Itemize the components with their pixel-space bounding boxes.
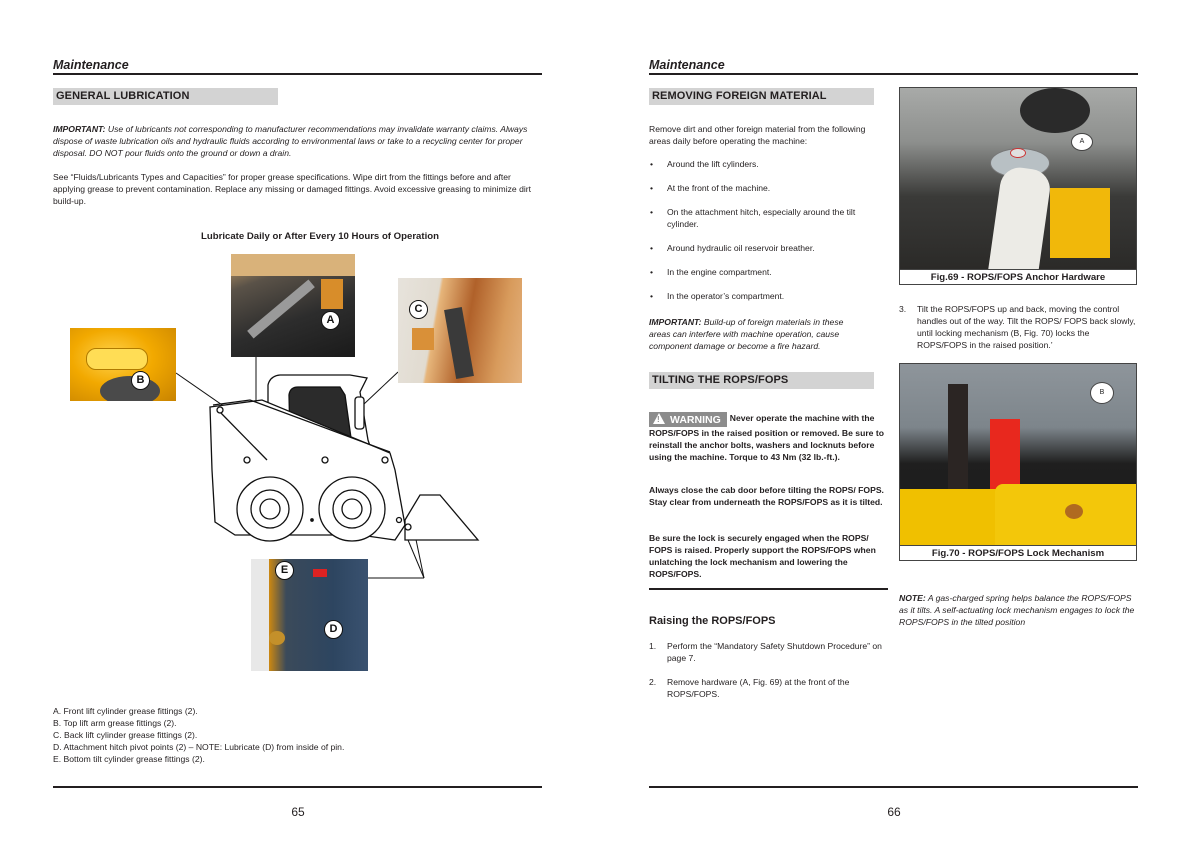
list-item bbox=[649, 266, 889, 278]
list-item-text: On the attachment hitch, especially around the tilt cylinder. bbox=[667, 207, 856, 229]
photo-rops-anchor-hardware bbox=[900, 88, 1136, 269]
callout-b: B bbox=[131, 371, 150, 390]
note-text: A gas-charged spring helps balance the ROPS/FOPS as it tilts. A self-actuating lock mechanism engages to lock the ROPS/FOPS in the tilted position bbox=[899, 593, 1135, 627]
list-item bbox=[649, 242, 889, 254]
important-text: Use of lubricants not corresponding to manufacturer recommendations may invalidate warranty claims. Always dispose of waste lubrication oils and hydraulic fluids according to environmental laws or take to a recycling center for proper disposal. DO NOT pour fluids onto the ground or down a drain. bbox=[53, 124, 528, 158]
bullet-icon: • bbox=[650, 267, 654, 277]
warning-text: Never operate the machine with the ROPS/FOPS in the raised position or removed. Be sure to reinstall the anchor bolts, washers and locknuts before using the machine. Torque to 43 Nm (32 lb.-ft.). bbox=[649, 413, 884, 462]
callout-c: C bbox=[409, 300, 428, 319]
bullet-icon: • bbox=[650, 159, 654, 169]
legend-item-a: A. Front lift cylinder grease fittings (2). bbox=[53, 706, 198, 716]
callout-b: B bbox=[1090, 382, 1114, 404]
figure-69 bbox=[899, 87, 1137, 285]
photo-de-attachment-hitch bbox=[251, 559, 368, 671]
step-number: 1. bbox=[649, 641, 657, 651]
list-item bbox=[649, 290, 889, 302]
important-label: IMPORTANT: bbox=[53, 124, 106, 134]
legend-item-d: D. Attachment hitch pivot points (2) – NOTE: Lubricate (D) from inside of pin. bbox=[53, 742, 345, 752]
important-foreign-material bbox=[649, 316, 864, 352]
raising-steps-1-2 bbox=[649, 640, 894, 700]
leader-line-e bbox=[408, 540, 424, 578]
skid-steer-loader-drawing bbox=[210, 375, 478, 541]
figure-number: Fig.70 bbox=[931, 548, 960, 559]
warning-label: WARNING bbox=[670, 414, 721, 426]
list-item-text: In the operator’s compartment. bbox=[667, 291, 785, 301]
photo-b-top-lift-arm bbox=[70, 328, 176, 401]
grease-paragraph: See “Fluids/Lubricants Types and Capacities” for proper grease specifications. Wipe dirt from the fittings before and after applying grease to prevent contamination. Replace any missing or damaged fittings. Avoid excessive greasing to minimize dirt build-up. bbox=[53, 172, 532, 206]
list-item-text: At the front of the machine. bbox=[667, 183, 771, 193]
photo-c-back-lift-cylinder bbox=[398, 278, 522, 383]
legend-item-b: B. Top lift arm grease fittings (2). bbox=[53, 718, 177, 728]
photo-rops-lock-mechanism bbox=[900, 364, 1136, 545]
important-label: IMPORTANT: bbox=[649, 317, 702, 327]
step-number: 3. bbox=[899, 304, 907, 314]
list-item-text: Around the lift cylinders. bbox=[667, 159, 759, 169]
running-head-right: Maintenance bbox=[649, 58, 725, 72]
warning-triangle-icon: ! bbox=[653, 413, 665, 424]
page-number-right: 66 bbox=[887, 805, 901, 819]
bullet-icon: • bbox=[650, 183, 654, 193]
callout-e: E bbox=[275, 561, 294, 580]
legend-item-e: E. Bottom tilt cylinder grease fittings (2). bbox=[53, 754, 205, 764]
list-item-text: In the engine compartment. bbox=[667, 267, 772, 277]
step-number: 2. bbox=[649, 677, 657, 687]
list-item bbox=[649, 158, 889, 170]
footer-rule-right bbox=[649, 786, 1138, 788]
note-label: NOTE: bbox=[899, 593, 926, 603]
section-divider bbox=[649, 588, 888, 590]
bullet-icon: • bbox=[650, 207, 654, 217]
figure-70 bbox=[899, 363, 1137, 561]
header-rule-right bbox=[649, 73, 1138, 75]
callout-a: A bbox=[1071, 133, 1093, 151]
tilting-paragraph-1: Always close the cab door before tilting the ROPS/ FOPS. Stay clear from underneath the ROPS/FOPS as it is tilted. bbox=[649, 485, 884, 507]
lubrication-legend bbox=[53, 705, 344, 765]
figure-title: - ROPS/FOPS Lock Mechanism bbox=[959, 548, 1105, 559]
photo-a-front-lift-cylinder bbox=[231, 254, 355, 357]
page-number: 65 bbox=[291, 805, 305, 819]
figure-70-caption bbox=[900, 545, 1136, 560]
warning-block bbox=[649, 412, 889, 463]
step-2 bbox=[649, 676, 894, 700]
footer-rule bbox=[53, 786, 542, 788]
callout-a: A bbox=[321, 311, 340, 330]
diagram-title: Lubricate Daily or After Every 10 Hours of Operation bbox=[201, 231, 439, 242]
step-text: Perform the “Mandatory Safety Shutdown Procedure” on page 7. bbox=[667, 641, 882, 663]
removing-intro: Remove dirt and other foreign material from the following areas daily before operating the machine: bbox=[649, 124, 866, 146]
step-3 bbox=[899, 303, 1139, 351]
raising-title: Raising the ROPS/FOPS bbox=[649, 615, 776, 627]
legend-item-c: C. Back lift cylinder grease fittings (2). bbox=[53, 730, 198, 740]
tilting-paragraph-2: Be sure the lock is securely engaged when the ROPS/ FOPS is raised. Properly support the ROPS/FOPS when unlatching the lock mechanism and lowering the ROPS/FOPS. bbox=[649, 533, 876, 579]
figure-number: Fig.69 bbox=[930, 272, 959, 283]
section-title-general-lubrication: GENERAL LUBRICATION bbox=[53, 88, 278, 105]
step-1 bbox=[649, 640, 894, 664]
figure-title: - ROPS/FOPS Anchor Hardware bbox=[958, 272, 1106, 283]
section-title-tilting-rops-fops: TILTING THE ROPS/FOPS bbox=[649, 372, 874, 389]
note-gas-spring bbox=[899, 592, 1139, 628]
important-text: Build-up of foreign materials in these areas can interfere with machine operation, cause component damage or become a fire hazard. bbox=[649, 317, 844, 351]
step-text: Tilt the ROPS/FOPS up and back, moving the control handles out of the way. Tilt the ROPS/ FOPS back slowly, until locking mechanism (B, Fig. 70) locks the ROPS/FOPS in the raised position.’ bbox=[917, 304, 1136, 350]
bullet-icon: • bbox=[650, 291, 654, 301]
section-title-removing-foreign-material: REMOVING FOREIGN MATERIAL bbox=[649, 88, 874, 105]
list-item bbox=[649, 182, 889, 194]
warning-badge bbox=[649, 412, 727, 427]
bullet-icon: • bbox=[650, 243, 654, 253]
figure-69-caption bbox=[900, 269, 1136, 284]
running-head: Maintenance bbox=[53, 58, 129, 72]
step-text: Remove hardware (A, Fig. 69) at the front of the ROPS/FOPS. bbox=[667, 677, 850, 699]
list-item-text: Around hydraulic oil reservoir breather. bbox=[667, 243, 815, 253]
callout-d: D bbox=[324, 620, 343, 639]
list-item bbox=[649, 206, 889, 230]
foreign-material-areas-list bbox=[649, 158, 889, 314]
raising-step-3 bbox=[899, 303, 1139, 351]
